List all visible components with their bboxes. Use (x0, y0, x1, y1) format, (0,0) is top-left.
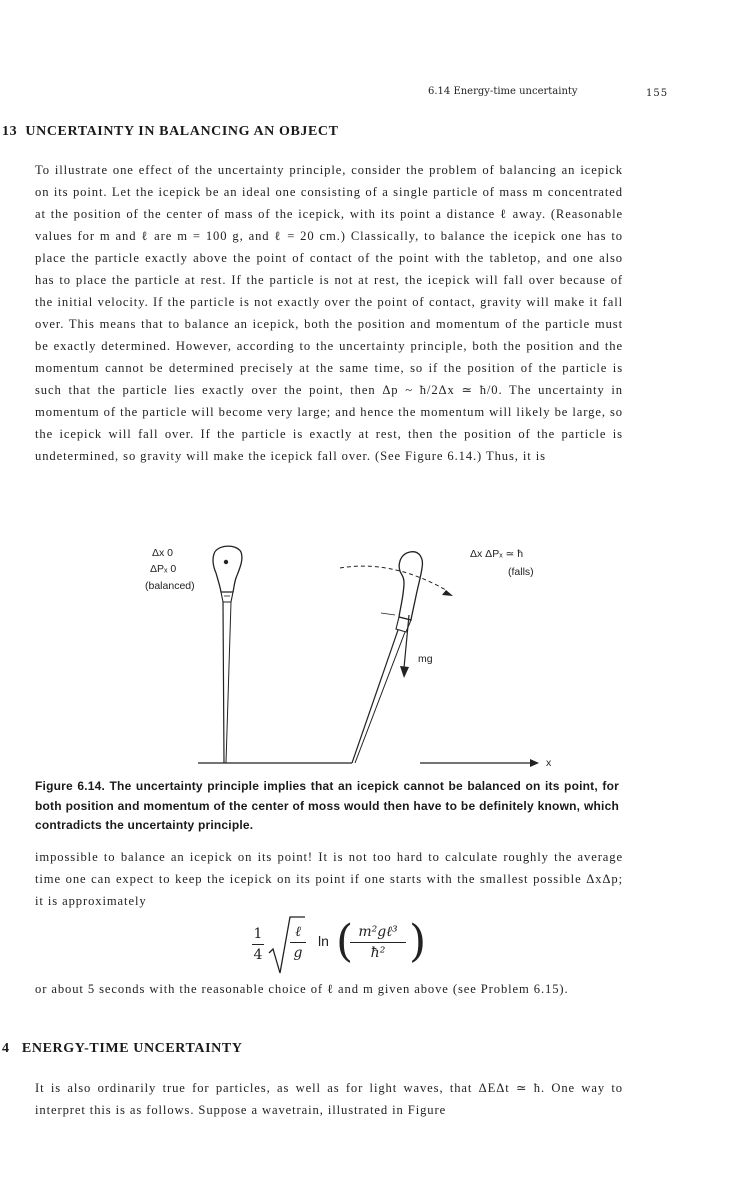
log-operator: ln (318, 933, 329, 949)
formula-coefficient-denominator: 4 (253, 947, 263, 963)
body-paragraph-1 (35, 159, 623, 539)
label-mg: mg (418, 653, 433, 665)
section-title: UNCERTAINTY IN BALANCING AN OBJECT (25, 124, 339, 139)
section-number: 13 (2, 124, 18, 139)
label-uncertainty-product: Δx ΔPₓ ≃ ħ (470, 548, 524, 560)
body-paragraph-4 (35, 1077, 623, 1121)
paragraph-text: To illustrate one effect of the uncertainty principle, consider the problem of balancing an icepick on its point. Let the icepick be an ideal one consisting of a single particle of mass m concentrated at the position of the center of mass of the icepick, with its point a distance ℓ away. (Reasonable values for m and ℓ are m = 100 g, and ℓ = 20 cm.) Classically, to balance the icepick one has to place the particle exactly above the point of contact of the point with the tabletop, and one also has to place the particle at rest. If the particle is not at rest, the icepick will fall over because of the initial velocity. If the particle is not exactly over the point of contact, gravity will make it fall over. This means that to balance an icepick, both the position and momentum of the particle must be exactly determined. However, according to the uncertainty principle, both the position and the momentum cannot be determined precisely at the same time, so if the position of the particle is such that the particle lies exactly over the point, then Δp ~ ħ/2Δx ≃ ħ/0. The uncertainty in momentum of the particle will become very large; and hence the momentum will likely be large, so the icepick will fall over. If the particle is exactly at rest, then the position of the particle is undetermined, so gravity will make the icepick fall over. (See Figure 6.14.) Thus, it is (35, 163, 623, 463)
log-denominator: ħ² (370, 945, 386, 961)
formula-time-estimate (252, 915, 432, 977)
gravity-arrow (404, 615, 409, 668)
section-heading (2, 124, 339, 140)
open-paren: ( (336, 916, 354, 967)
paragraph-text: impossible to balance an icepick on its point! It is not too hard to calculate roughly the average time one can expect to keep the icepick on its point if one starts with the smallest possible ΔxΔp; it is approximately (35, 850, 623, 908)
paragraph-text: or about 5 seconds with the reasonable choice of ℓ and m given above (see Problem 6.15). (35, 982, 569, 996)
body-paragraph-2 (35, 846, 623, 912)
label-delta-p-zero: ΔPₓ 0 (150, 563, 177, 575)
sqrt-numerator: ℓ (295, 924, 301, 940)
figure-caption: Figure 6.14. The uncertainty principle implies that an icepick cannot be balanced on its point, for both position and momentum of the center of moss would then have to be definitely known, which contradicts the uncertainty principle. (35, 779, 619, 832)
section-heading (2, 1041, 243, 1057)
section-title: ENERGY-TIME UNCERTAINTY (21, 1041, 243, 1056)
gravity-arrowhead (400, 666, 409, 678)
balanced-icepick (213, 546, 242, 763)
label-falls: (falls) (508, 566, 534, 578)
label-x-axis: x (546, 757, 552, 769)
motion-arrow (340, 566, 446, 590)
body-paragraph-3 (35, 978, 623, 1000)
running-title: 6.14 Energy-time uncertainty (428, 86, 578, 97)
label-balanced: (balanced) (145, 580, 195, 592)
section-number: 4 (2, 1041, 10, 1056)
label-delta-x-zero: Δx 0 (152, 547, 174, 559)
paragraph-text: It is also ordinarily true for particles, as well as for light waves, that ΔEΔt ≃ ħ. One way to interpret this is as follows. Suppose a wavetrain, illustrated in Figure (35, 1081, 623, 1117)
sqrt-denominator: g (293, 945, 303, 961)
x-axis-arrow (530, 759, 539, 767)
close-paren: ) (409, 916, 427, 967)
formula-coefficient-numerator: 1 (253, 926, 263, 942)
page-number: 155 (646, 88, 669, 99)
log-numerator: m²gℓ³ (358, 924, 398, 940)
falling-icepick (352, 552, 422, 763)
figure-icepick (0, 540, 751, 780)
motion-arrowhead (442, 590, 453, 596)
